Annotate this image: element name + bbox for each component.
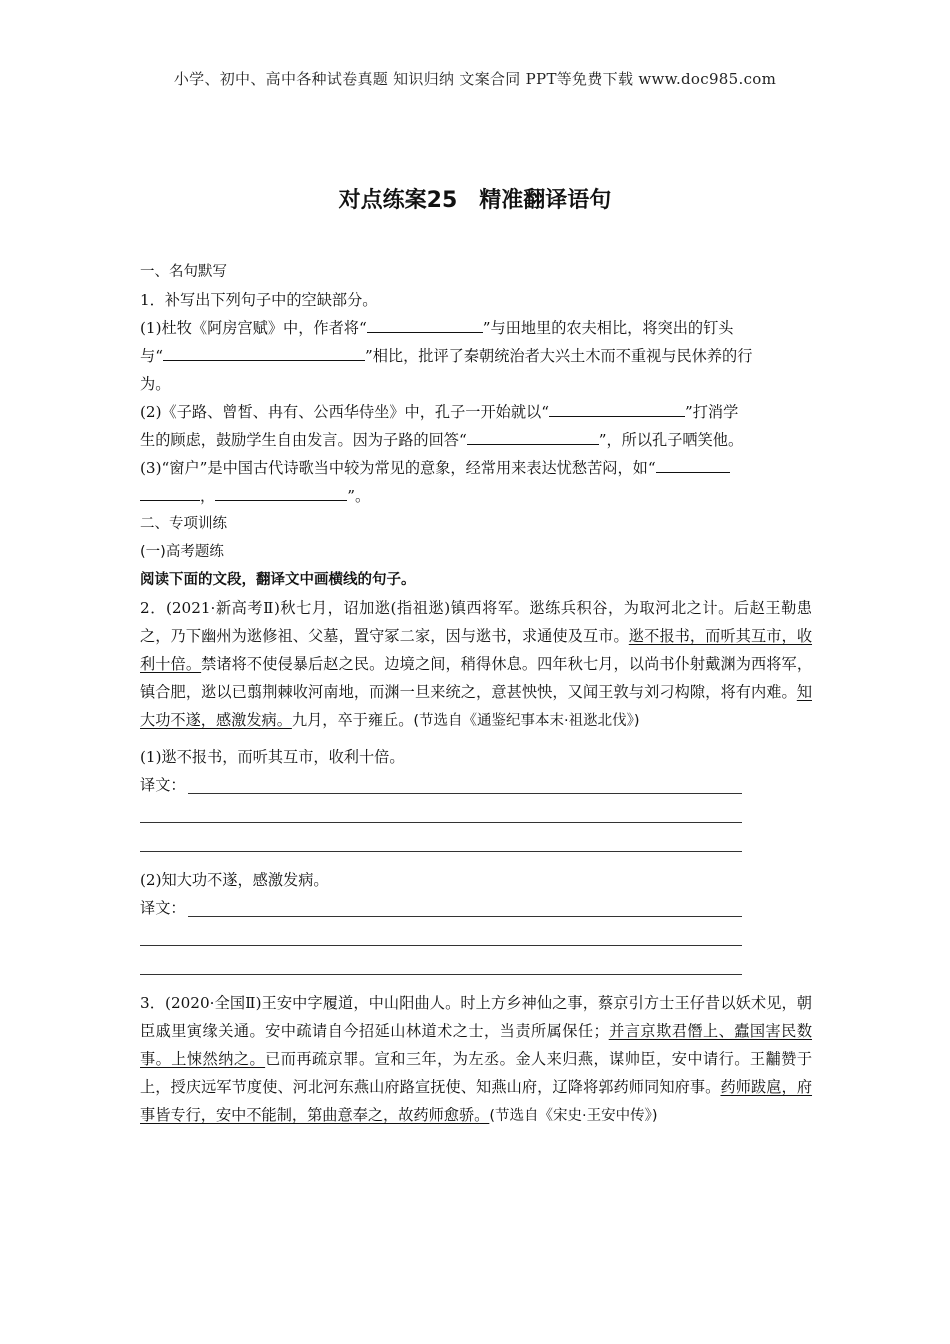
- fill-blank-4[interactable]: [467, 426, 599, 445]
- worksheet-content: [140, 258, 812, 1130]
- fill-blank-2[interactable]: [163, 342, 365, 361]
- page-header: 小学、初中、高中各种试卷真题 知识归纳 文案合同 PPT等免费下载 www.doc985.com: [173, 70, 777, 88]
- question-1-1-line-1: (1)杜牧《阿房宫赋》中，作者将“ ”与田地里的农夫相比，将突出的钉头: [140, 314, 812, 342]
- question-3-source: (节选自《宋史·王安中传》): [489, 1108, 658, 1124]
- answer-2-2-row-1: [140, 894, 812, 923]
- answer-2-2-row-2: [140, 923, 812, 952]
- question-2-source: (节选自《通鉴纪事本末·祖逖北伐》): [413, 713, 640, 729]
- fill-blank-6[interactable]: [215, 482, 347, 501]
- title-number: 对点练案25: [338, 188, 458, 213]
- fill-blank-1[interactable]: [367, 314, 483, 333]
- answer-2-1-row-2: [140, 800, 812, 829]
- answer-2-1-row-3: [140, 829, 812, 858]
- subsection-heading-exam: (一)高考题练: [140, 544, 224, 560]
- translation-label: 译文：: [140, 776, 186, 794]
- instruction-text: 阅读下面的文段，翻译文中画横线的句子。: [140, 572, 416, 588]
- question-1-1-line-3: 为。: [140, 375, 171, 393]
- question-1-3-line-1: (3)“窗户”是中国古代诗歌当中较为常见的意象，经常用来表达忧愁苦闷，如“: [140, 454, 812, 482]
- question-2-1-sentence: (1)逖不报书，而听其互市，收利十倍。: [140, 748, 405, 766]
- question-1-3-line-2: ， ”。: [140, 482, 812, 510]
- answer-2-2-row-3: [140, 952, 812, 981]
- question-2-2-sentence: (2)知大功不遂，感激发病。: [140, 871, 329, 889]
- answer-line[interactable]: [140, 974, 742, 975]
- answer-line[interactable]: [188, 793, 742, 794]
- title-topic: 精准翻译语句: [479, 188, 612, 213]
- underlined-sentence-3-1: 并言京欺君僭上、蠹国害民数事。上悚然纳之。: [140, 1022, 813, 1068]
- translation-label: 译文：: [140, 899, 186, 917]
- underlined-sentence-2-1: 逖不报书，而听其互市，收利十倍。: [140, 627, 813, 673]
- fill-blank-5b[interactable]: [140, 482, 200, 501]
- question-1-2-line-1: (2)《子路、曾皙、冉有、公西华侍坐》中，孔子一开始就以“ ”打消学: [140, 398, 812, 426]
- fill-blank-3[interactable]: [549, 398, 685, 417]
- section-heading-recitation: 一、名句默写: [140, 264, 227, 280]
- fill-blank-5a[interactable]: [656, 454, 730, 473]
- question-1-2-line-2: 生的顾虑，鼓励学生自由发言。因为子路的回答“ ”，所以孔子哂笑他。: [140, 426, 812, 454]
- answer-2-1-row-1: [140, 771, 812, 800]
- question-2-passage: 2．(2021·新高考Ⅱ)秋七月，诏加逖(指祖逖)镇西将军。逖练兵积谷，为取河北之计。后赵王勒患之，乃下幽州为逖修祖、父墓，置守冢二家，因与逖书，求通使及互市。逖不报书，而听其互市，收利十倍。禁诸将不使侵暴后赵之民。边境之间，稍得休息。四年秋七月，以尚书仆射戴渊为西将军，镇合肥，逖以已翦荆棘收河南地，而渊一旦来统之，意甚怏怏，又闻王敦与刘刁构隙，将有内难。知大功不遂，感激发病。九月，卒于雍丘。(节选自《通鉴纪事本末·祖逖北伐》): [140, 599, 813, 729]
- question-1-1-line-2: 与“ ”相比，批评了秦朝统治者大兴土木而不重视与民休养的行: [140, 342, 812, 370]
- page-title: [0, 183, 950, 214]
- underlined-sentence-2-2: 知大功不遂，感激发病。: [140, 683, 812, 729]
- question-3-passage: 3．(2020·全国Ⅱ)王安中字履道，中山阳曲人。时上方乡神仙之事，蔡京引方士王仔昔以妖术见，朝臣戚里寅缘关通。安中疏请自今招延山林道术之士，当责所属保任；并言京欺君僭上、蠹国害民数事。上悚然纳之。已而再疏京罪。宣和三年，为左丞。金人来归燕，谋帅臣，安中请行。王黼赞于上，授庆远军节度使、河北河东燕山府路宣抚使、知燕山府，辽降将郭药师同知府事。药师跋扈，府事皆专行，安中不能制，第曲意奉之，故药师愈骄。(节选自《宋史·王安中传》): [140, 994, 813, 1124]
- answer-line[interactable]: [140, 851, 742, 852]
- section-heading-training: 二、专项训练: [140, 516, 227, 532]
- answer-line[interactable]: [140, 945, 742, 946]
- answer-line[interactable]: [140, 822, 742, 823]
- underlined-sentence-3-2: 药师跋扈，府事皆专行，安中不能制，第曲意奉之，故药师愈骄。: [140, 1078, 813, 1124]
- question-1-stem: 1．补写出下列句子中的空缺部分。: [140, 291, 378, 309]
- answer-line[interactable]: [188, 916, 742, 917]
